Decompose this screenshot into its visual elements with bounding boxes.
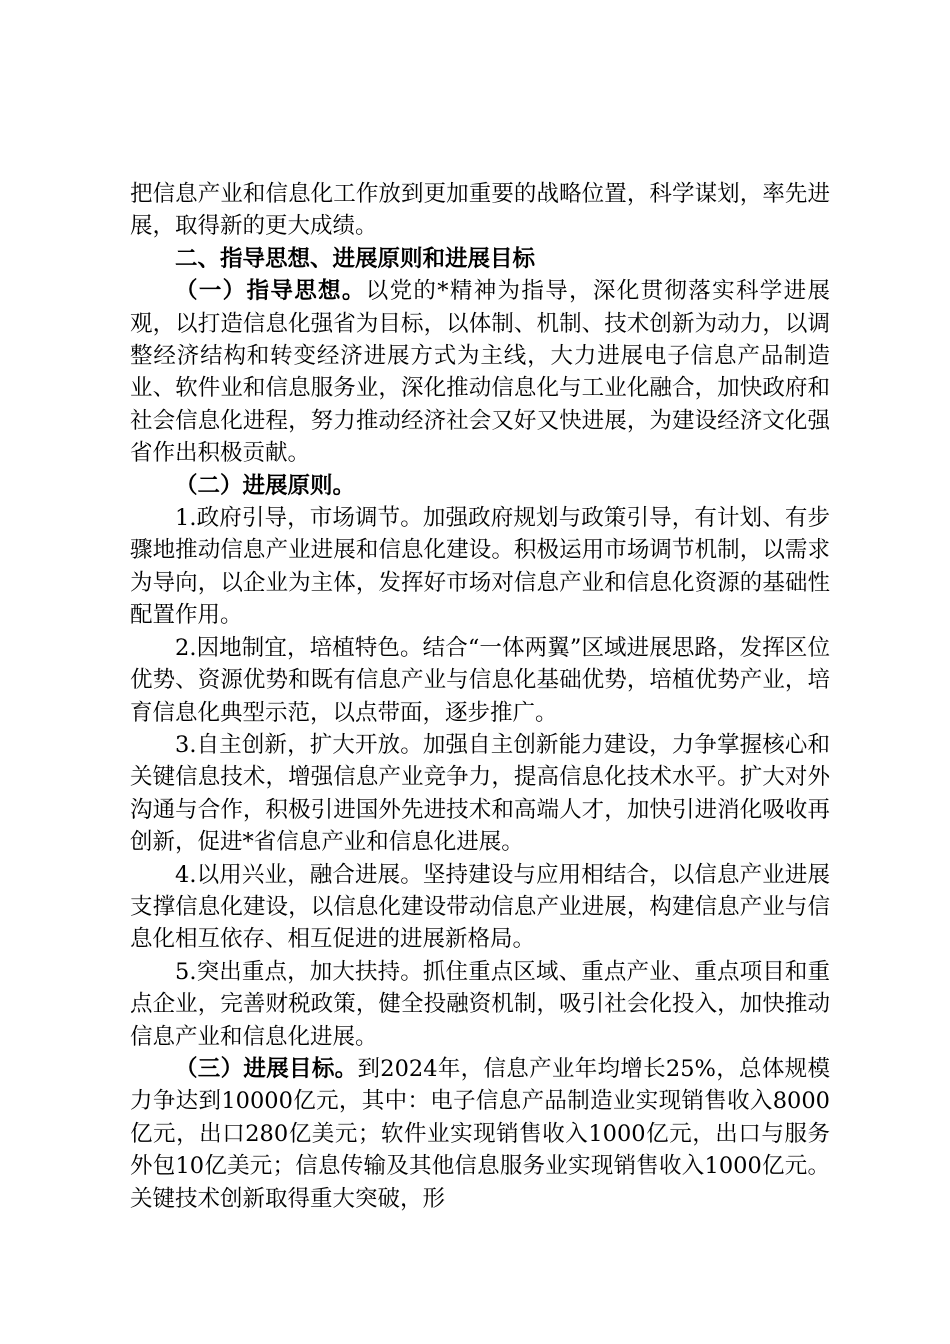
principle-item-4: 4.以用兴业，融合进展。坚持建设与应用相结合，以信息产业进展支撑信息化建设，以信息化建设带动信息产业进展，构建信息产业与信息化相互依存、相互促进的进展新格局。 bbox=[130, 861, 830, 953]
paragraph-continuation: 把信息产业和信息化工作放到更加重要的战略位置，科学谋划，率先进展，取得新的更大成绩。 bbox=[130, 181, 830, 240]
principle-item-2: 2.因地制宜，培植特色。结合“一体两翼”区域进展思路，发挥区位优势、资源优势和既有信息产业与信息化基础优势，培植优势产业，培育信息化典型示范，以点带面，逐步推广。 bbox=[130, 634, 830, 726]
document-page bbox=[130, 178, 830, 1215]
section-heading: 二、指导思想、进展原则和进展目标 bbox=[175, 245, 536, 272]
principles-heading: （二）进展原则。 bbox=[175, 472, 356, 499]
targets-lead: （三）进展目标。 bbox=[175, 1055, 358, 1082]
principle-item-1: 1.政府引导，市场调节。加强政府规划与政策引导，有计划、有步骤地推动信息产业进展和信息化建设。积极运用市场调节机制，以需求为导向，以企业为主体，发挥好市场对信息产业和信息化资源的基础性配置作用。 bbox=[130, 505, 830, 629]
paragraph-guiding-thought bbox=[130, 275, 830, 469]
targets-body: 到2024年，信息产业年均增长25%，总体规模力争达到10000亿元，其中：电子信息产品制造业实现销售收入8000亿元，出口280亿美元；软件业实现销售收入1000亿元，出口与服务外包10亿美元；信息传输及其他信息服务业实现销售收入1000亿元。关键技术创新取得重大突破，形 bbox=[130, 1055, 830, 1212]
paragraph-targets bbox=[130, 1053, 830, 1215]
principle-item-3: 3.自主创新，扩大开放。加强自主创新能力建设，力争掌握核心和关键信息技术，增强信息产业竞争力，提高信息化技术水平。扩大对外沟通与合作，积极引进国外先进技术和高端人才，加快引进消化吸收再创新，促进*省信息产业和信息化进展。 bbox=[130, 731, 830, 856]
guiding-thought-body: 以党的*精神为指导，深化贯彻落实科学进展观，以打造信息化强省为目标，以体制、机制、技术创新为动力，以调整经济结构和转变经济进展方式为主线，大力进展电子信息产品制造业、软件业和信息服务业，深化推动信息化与工业化融合，加快政府和社会信息化进程，努力推动经济社会又好又快进展，为建设经济文化强省作出积极贡献。 bbox=[130, 278, 830, 467]
principle-item-5: 5.突出重点，加大扶持。抓住重点区域、重点产业、重点项目和重点企业，完善财税政策，健全投融资机制，吸引社会化投入，加快推动信息产业和信息化进展。 bbox=[130, 958, 830, 1050]
guiding-thought-lead: （一）指导思想。 bbox=[175, 278, 366, 305]
